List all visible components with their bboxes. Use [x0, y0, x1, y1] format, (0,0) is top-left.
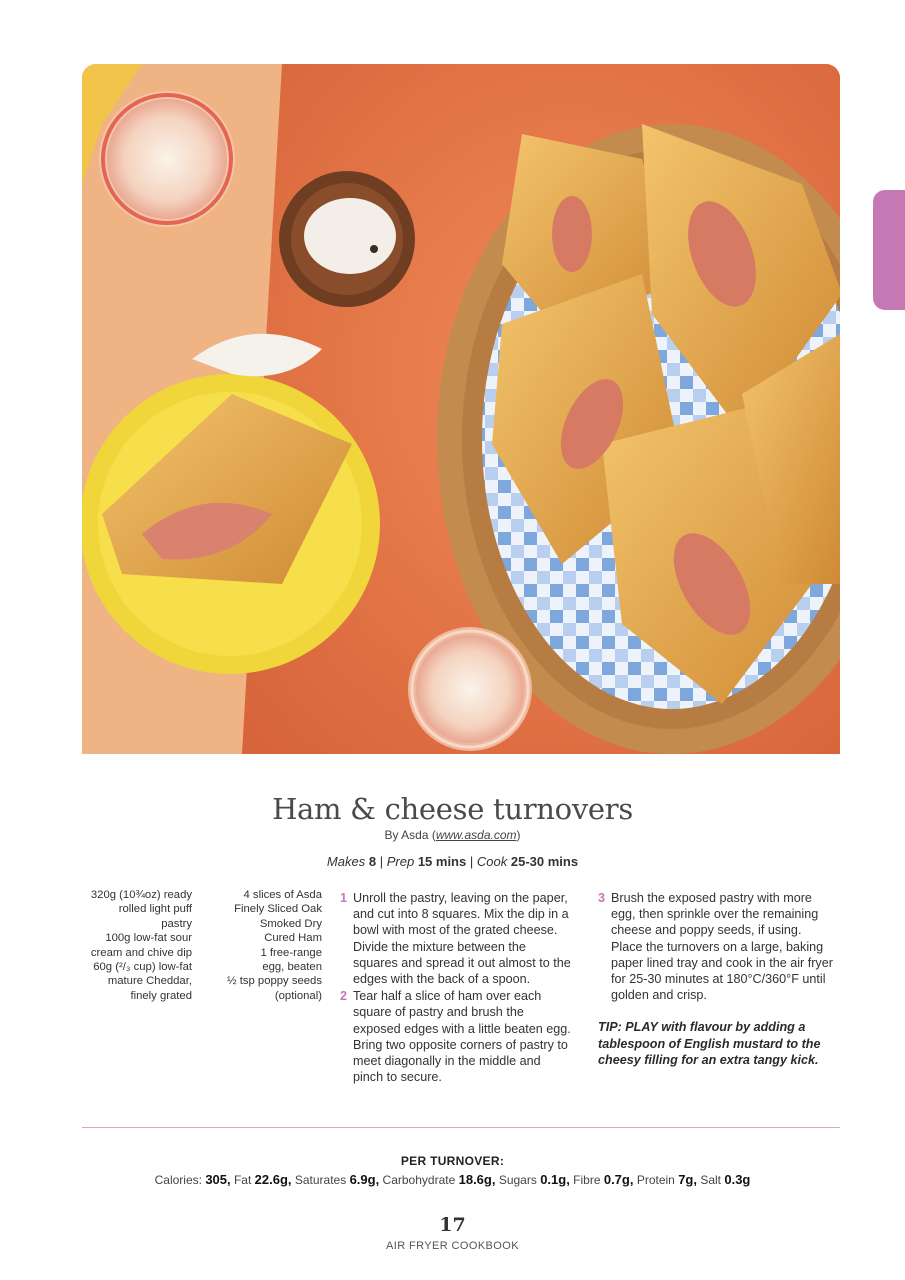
- publication-name: AIR FRYER COOKBOOK: [386, 1240, 519, 1252]
- ingredient-line: 320g (10¾oz) ready: [90, 889, 192, 901]
- recipe-photo: [82, 64, 840, 754]
- section-divider: [82, 1127, 840, 1128]
- nutrition-value: 6.9g,: [349, 1172, 380, 1187]
- ingredient-line: pastry: [161, 917, 192, 930]
- ingredient-line: rolled light puff: [118, 903, 192, 916]
- method-step: [340, 988, 574, 1085]
- page-number: 17: [439, 1214, 466, 1236]
- ingredient-line: 4 slices of Asda: [243, 889, 322, 901]
- nutrition-value: 7g,: [678, 1172, 697, 1187]
- makes-label: Makes: [326, 854, 366, 869]
- nutrition-label: Protein: [636, 1173, 675, 1187]
- tip-box: [598, 1019, 834, 1068]
- ingredient-line: cream and chive dip: [90, 946, 192, 959]
- ingredient-line: finely grated: [130, 989, 192, 1002]
- meta-separator: |: [379, 854, 384, 869]
- step-text: Tear half a slice of ham over each square of pastry and brush the exposed edges with a little beaten egg. Bring two opposite corners of pastry to meet diagonally in the middle and pinch to secure.: [353, 989, 571, 1085]
- ingredient-line: ½ tsp poppy seeds: [227, 975, 322, 988]
- recipe-title: Ham & cheese turnovers: [272, 792, 633, 826]
- cook-label: Cook: [476, 854, 508, 869]
- recipe-meta: [0, 854, 905, 869]
- ingredient-line: Cured Ham: [264, 932, 322, 945]
- byline-prefix: By Asda (: [384, 828, 436, 842]
- method-step: [340, 890, 574, 987]
- source-link[interactable]: www.asda.com: [435, 828, 517, 842]
- ingredient-line: 100g low-fat sour: [105, 932, 192, 945]
- method-column-1: [340, 890, 574, 1086]
- meta-separator: |: [469, 854, 474, 869]
- nutrition-heading: PER TURNOVER:: [400, 1154, 505, 1168]
- nutrition-label: Fat: [233, 1173, 252, 1187]
- tip-label: TIP: PLAY: [598, 1020, 658, 1035]
- byline: [0, 828, 905, 842]
- ingredient-line: Finely Sliced Oak: [234, 903, 322, 916]
- ingredient-line: egg, beaten: [262, 961, 322, 974]
- section-tab: [873, 190, 905, 310]
- nutrition-label: Calories:: [154, 1173, 202, 1187]
- byline-suffix: ): [516, 828, 521, 842]
- ingredient-line: (optional): [274, 989, 322, 1002]
- nutrition-label: Carbohydrate: [382, 1173, 456, 1187]
- tip-text: with flavour by adding a tablespoon of English mustard to the cheesy filling for an extra tangy kick.: [598, 1020, 821, 1067]
- step-text: Brush the exposed pastry with more egg, then sprinkle over the remaining cheese and poppy seeds, if using. Place the turnovers on a large, baking paper lined tray and cook in the air fryer for 25-30 minutes at 180°C/360°F until golden and crisp.: [611, 891, 833, 1003]
- nutrition-value: 0.3g: [724, 1172, 751, 1187]
- makes-value: 8: [368, 854, 377, 869]
- step-number: 1: [340, 891, 348, 905]
- cook-value: 25-30 mins: [510, 854, 579, 869]
- prep-value: 15 mins: [417, 854, 467, 869]
- nutrition-value: 0.7g,: [603, 1172, 634, 1187]
- nutrition-value: 305,: [205, 1172, 231, 1187]
- nutrition-label: Fibre: [573, 1173, 601, 1187]
- step-text: Unroll the pastry, leaving on the paper, and cut into 8 squares. Mix the dip in a bowl with most of the grated cheese. Divide the mixture between the squares and spread it out almost to the edges with the back of a spoon.: [353, 891, 571, 987]
- method-column-2: [598, 890, 834, 1068]
- ingredient-line: mature Cheddar,: [107, 975, 192, 988]
- method-step: [598, 890, 834, 1003]
- nutrition-values: [0, 1172, 905, 1187]
- nutrition-label: Salt: [700, 1173, 722, 1187]
- ingredients-column-1: [80, 888, 192, 1003]
- ingredient-line: 60g (²/₃ cup) low-fat: [93, 961, 192, 974]
- ingredients-column-2: [206, 888, 322, 1003]
- step-number: 3: [598, 891, 606, 905]
- nutrition-value: 0.1g,: [540, 1172, 570, 1187]
- step-number: 2: [340, 989, 348, 1004]
- ingredient-line: 1 free-range: [260, 946, 322, 959]
- prep-label: Prep: [386, 854, 415, 869]
- ingredient-line: Smoked Dry: [259, 917, 322, 930]
- nutrition-value: 22.6g,: [254, 1172, 292, 1187]
- nutrition-label: Sugars: [498, 1173, 537, 1187]
- nutrition-label: Saturates: [294, 1173, 347, 1187]
- nutrition-value: 18.6g,: [458, 1172, 496, 1187]
